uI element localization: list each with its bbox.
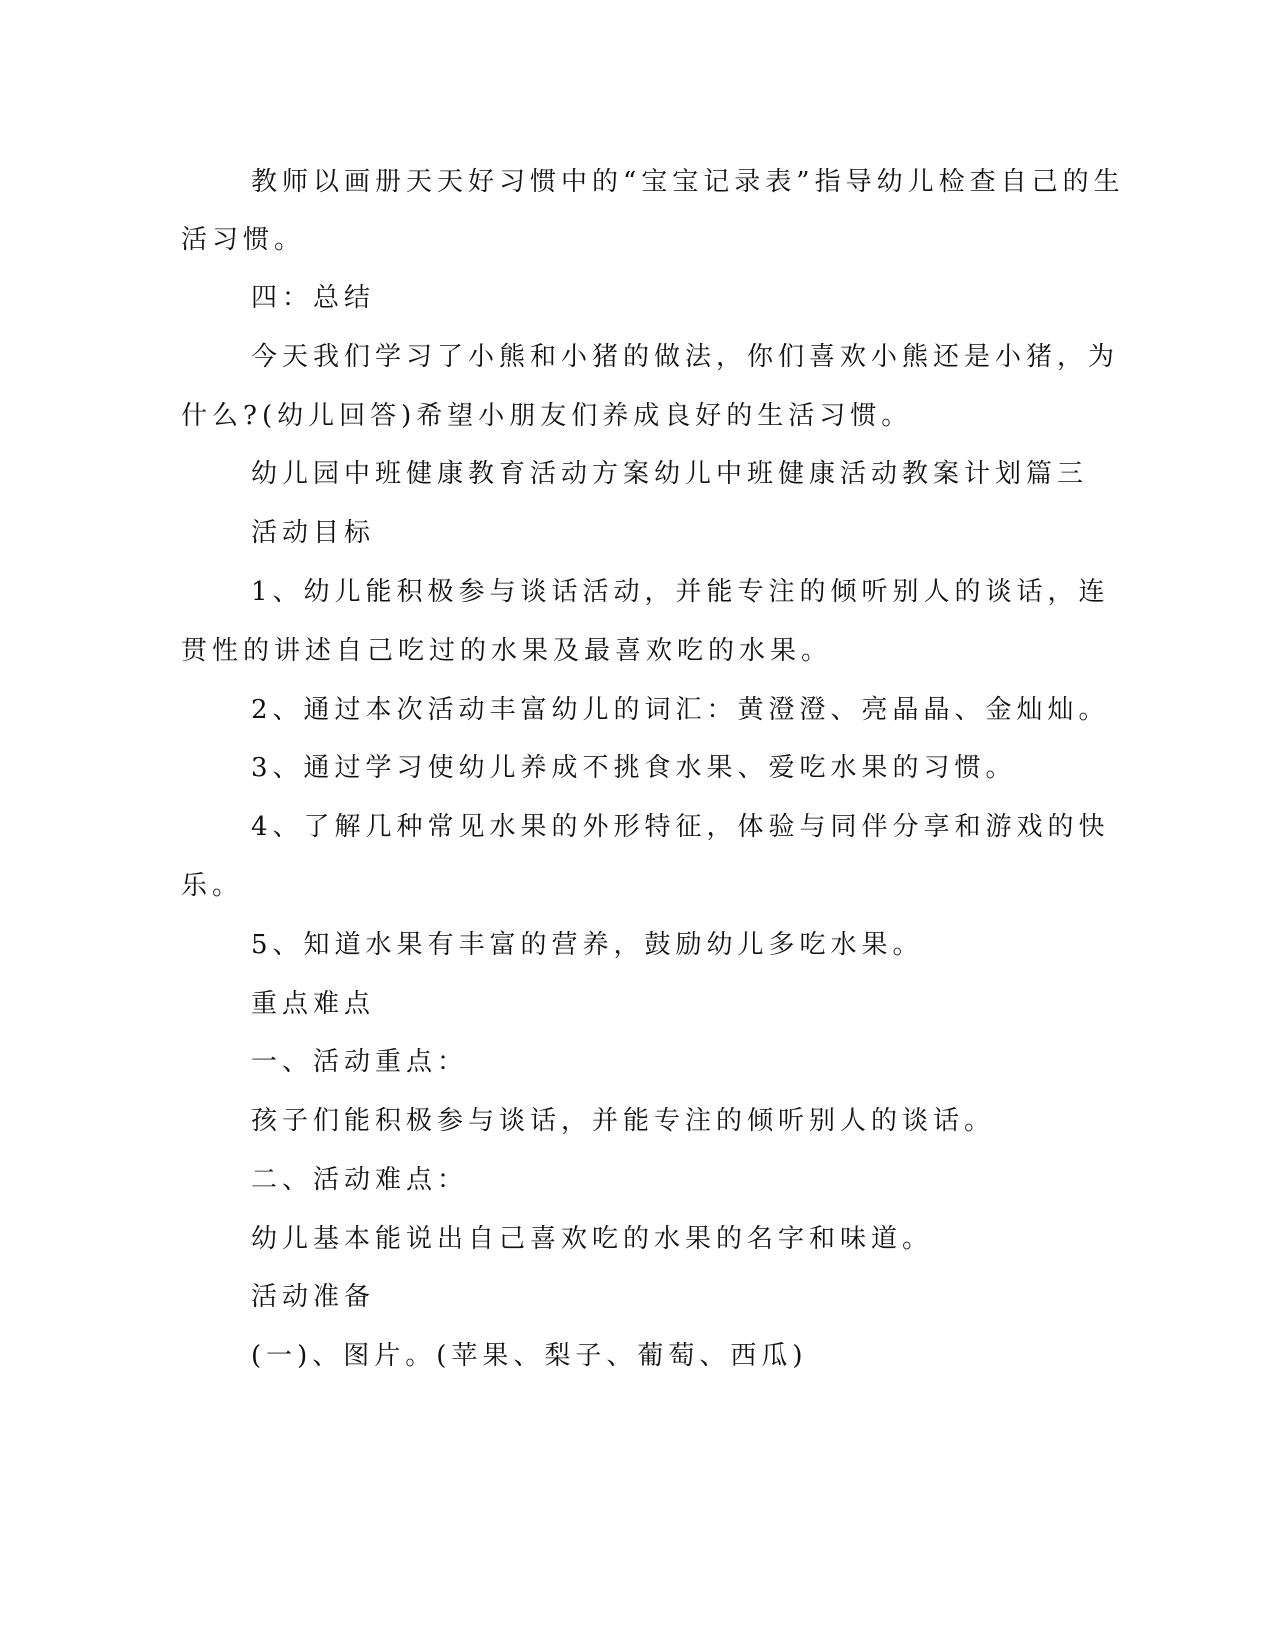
paragraph-line: 教师以画册天天好习惯中的“宝宝记录表”指导幼儿检查自己的生	[251, 167, 1125, 197]
list-item: 1、幼儿能积极参与谈话活动，并能专注的倾听别人的谈话，连	[251, 577, 1110, 607]
list-item: 4、了解几种常见水果的外形特征，体验与同伴分享和游戏的快	[251, 812, 1110, 842]
paragraph-line: 活习惯。	[181, 225, 306, 255]
section-heading: 四：总结	[251, 283, 376, 313]
list-item: 2、通过本次活动丰富幼儿的词汇：黄澄澄、亮晶晶、金灿灿。	[251, 695, 1110, 725]
list-item: 5、知道水果有丰富的营养，鼓励幼儿多吃水果。	[251, 930, 924, 960]
list-item-continued: 乐。	[181, 871, 244, 901]
section-title: 幼儿园中班健康教育活动方案幼儿中班健康活动教案计划篇三	[251, 459, 1089, 489]
paragraph-line: (一)、图片。(苹果、梨子、葡萄、西瓜)	[251, 1341, 808, 1371]
paragraph-line: 今天我们学习了小熊和小猪的做法，你们喜欢小熊还是小猪，为	[251, 342, 1120, 372]
subsection-heading: 一、活动重点：	[251, 1047, 469, 1077]
list-item: 3、通过学习使幼儿养成不挑食水果、爱吃水果的习惯。	[251, 753, 1017, 783]
subsection-heading: 二、活动难点：	[251, 1165, 469, 1195]
section-heading: 活动目标	[251, 518, 376, 548]
paragraph-line: 什么?(幼儿回答)希望小朋友们养成良好的生活习惯。	[181, 401, 913, 431]
list-item-continued: 贯性的讲述自己吃过的水果及最喜欢吃的水果。	[181, 636, 833, 666]
section-heading: 重点难点	[251, 989, 376, 1019]
paragraph-line: 幼儿基本能说出自己喜欢吃的水果的名字和味道。	[251, 1224, 934, 1254]
section-heading: 活动准备	[251, 1282, 376, 1312]
paragraph-line: 孩子们能积极参与谈话，并能专注的倾听别人的谈话。	[251, 1106, 996, 1136]
